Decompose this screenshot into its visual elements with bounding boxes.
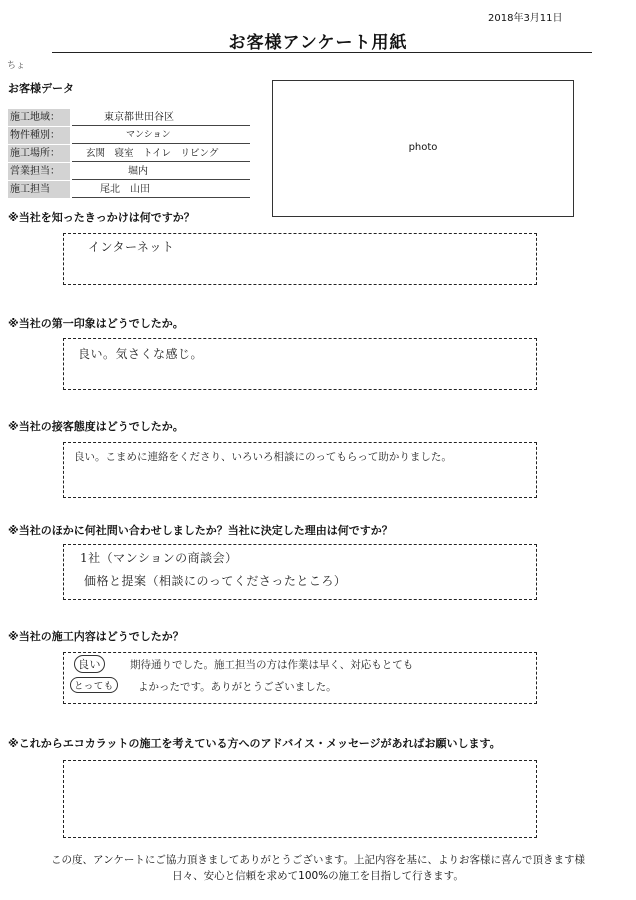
answer-2-text: 良い。気さくな感じ。 [78, 347, 204, 361]
answer-4-line-2: 価格と提案（相談にのってくださったところ） [84, 574, 347, 588]
title-underline [52, 52, 592, 53]
question-3: ※当社の接客態度はどうでしたか。 [8, 420, 184, 433]
customer-data-heading: お客様データ [8, 82, 74, 95]
question-6: ※これからエコカラットの施工を考えている方へのアドバイス・メッセージがあればお願いします。 [8, 737, 501, 750]
footer-line-1: この度、アンケートにご協力頂きましてありがとうございます。上記内容を基に、よりお客様に喜んで頂きます様 [50, 854, 586, 866]
info-value: マンション [72, 127, 250, 144]
info-label: 物件種別： [8, 127, 70, 144]
info-row-sales [8, 163, 250, 180]
info-value: 堀内 [72, 163, 250, 180]
info-row-construction-staff [8, 181, 250, 198]
answer-3-text: 良い。こまめに連絡をくださり、いろいろ相談にのってもらって助かりました。 [74, 451, 452, 463]
info-label: 施工担当 [8, 181, 70, 198]
info-label: 営業担当： [8, 163, 70, 180]
answer-5-line-1: 期待通りでした。施工担当の方は作業は早く、対応もとても [130, 659, 414, 671]
info-value: 玄関 寝室 トイレ リビング [72, 145, 250, 162]
answer-1-text: インターネット [88, 240, 175, 254]
question-2: ※当社の第一印象はどうでしたか。 [8, 317, 184, 330]
answer-box-1 [63, 233, 537, 285]
answer-box-5 [63, 652, 537, 704]
answer-5-circled-very: とっても [70, 677, 118, 693]
answer-box-3 [63, 442, 537, 498]
answer-box-2 [63, 338, 537, 390]
answer-5-circled-good: 良い [74, 655, 105, 673]
photo-label: photo [408, 142, 438, 153]
corner-handwritten-mark: ちょ [7, 61, 26, 71]
answer-box-4 [63, 544, 537, 600]
question-4: ※当社のほかに何社問い合わせしましたか？当社に決定した理由は何ですか？ [8, 524, 393, 537]
info-row-location [8, 145, 250, 162]
footer-line-2: 日々、安心と信頼を求めて100%の施工を目指して行きます。 [172, 870, 464, 882]
question-1: ※当社を知ったきっかけは何ですか？ [8, 211, 195, 224]
survey-date: 2018年3月11日 [488, 13, 563, 24]
info-value: 東京都世田谷区 [72, 109, 250, 126]
answer-box-6 [63, 760, 537, 838]
info-label: 施工地域： [8, 109, 70, 126]
info-value: 尾北 山田 [72, 181, 250, 198]
page-title: お客様アンケート用紙 [228, 33, 408, 53]
question-5: ※当社の施工内容はどうでしたか？ [8, 630, 184, 643]
answer-5-line-2: よかったです。ありがとうございました。 [138, 681, 337, 693]
photo-placeholder [272, 80, 574, 217]
info-row-property-type [8, 127, 250, 144]
answer-4-line-1: 1社（マンションの商談会） [80, 551, 238, 565]
info-row-area [8, 109, 250, 126]
info-label: 施工場所： [8, 145, 70, 162]
